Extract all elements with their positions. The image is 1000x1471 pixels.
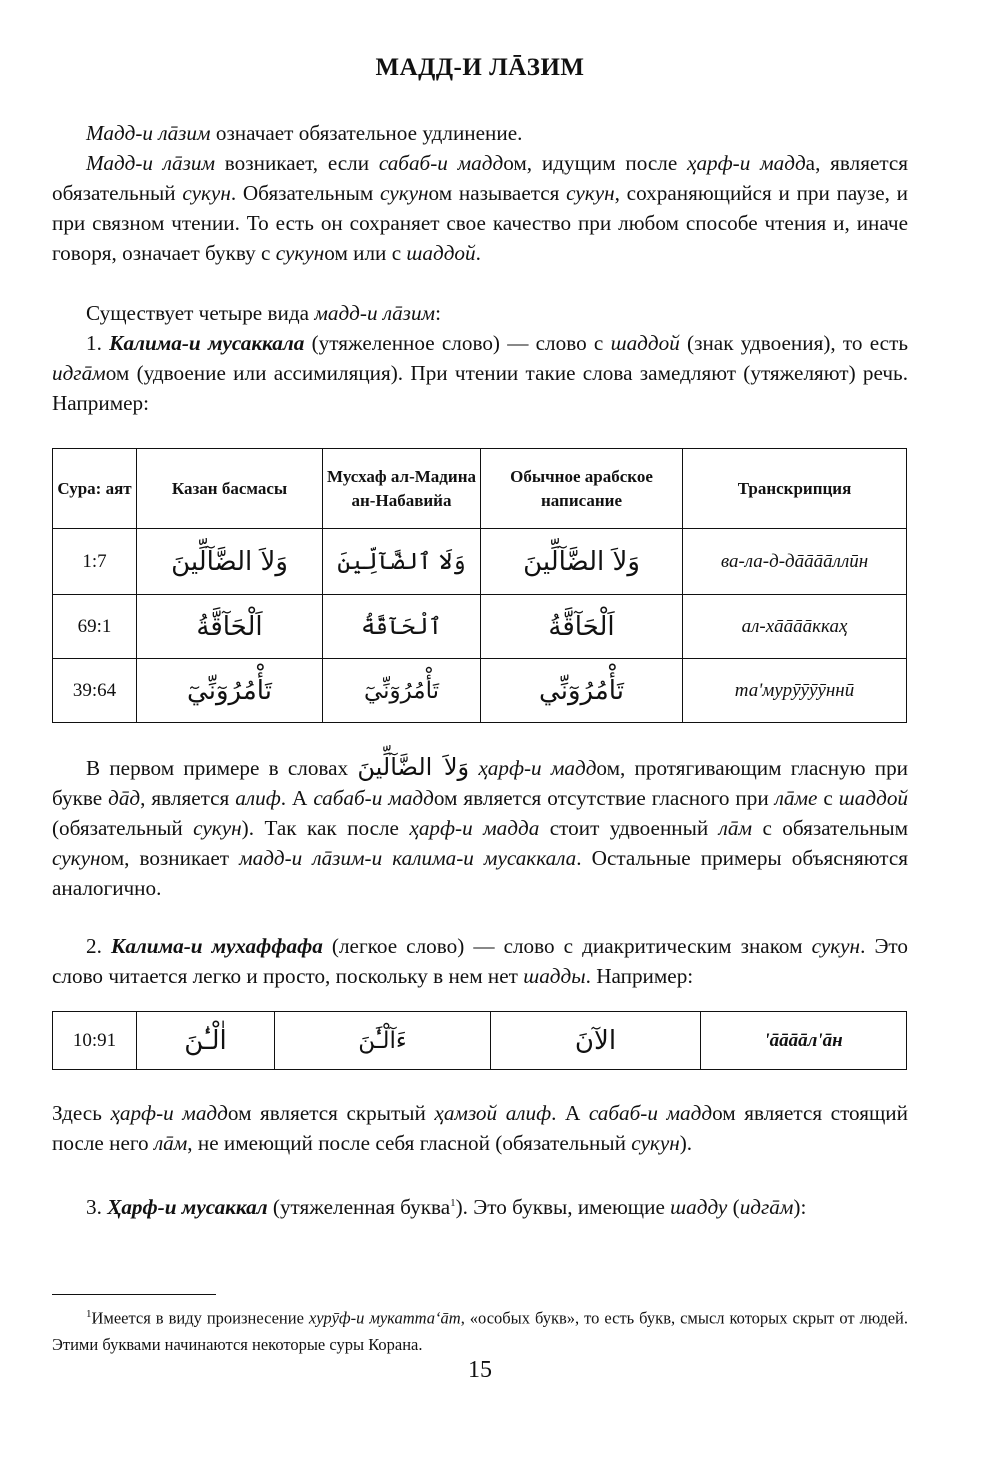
cell-mushaf: وَلَا ٱلضَّآلِّينَ	[323, 529, 481, 595]
table-header-row	[53, 449, 907, 529]
cell-mushaf: تَأْمُرُوٓنِّيٓ	[323, 659, 481, 723]
cell-common: وَلاَ الضَّآلِّينَ	[481, 529, 683, 595]
type1-paragraph: 1. Калима-и мусаккала (утяжеленное слово) — слово с шаддой (знак удвоения), то есть идгāмом (удвоение или ассимиляция). При чтении такие слова замедляют (утяжеляют) речь. Например:	[52, 331, 909, 415]
footnote-divider	[52, 1294, 216, 1295]
cell-ref: 1:7	[53, 529, 137, 595]
explanation-2-paragraph: Здесь ҳарф-и маддом является скрытый ҳамзой алиф. А сабаб-и маддом является стоящий после него лāм, не имеющий после себя гласной (обязательный сукун).	[52, 1101, 908, 1155]
type3-paragraph: 3. Ҳарф-и мусаккал (утяжеленная буква$^1$). Это буквы, имеющие шадду (идгāм):	[86, 1195, 807, 1220]
header-mushaf: Мусхаф ал-Мадина ан-Набавийа	[323, 449, 481, 529]
cell-kazan: تَأْمُرُوٓنِّيٓ	[137, 659, 323, 723]
type2-paragraph: 2. Калима-и мухаффафа (легкое слово) — слово с диакритическим знаком сукун. Это слово читается легко и просто, поскольку в нем нет шадды. Например:	[52, 934, 909, 988]
cell-ref: 39:64	[53, 659, 137, 723]
definition-paragraph: Мадд-и лāзим означает обязательное удлинение.	[86, 121, 523, 145]
header-kazan: Казан басмасы	[137, 449, 323, 529]
cell-kazan: اٰلْـٰٔنَ	[137, 1012, 275, 1070]
cell-transcription: та'мурӯӯӯӯннӣ	[683, 659, 907, 723]
cell-transcription: 'āāāāл'āн	[701, 1012, 907, 1070]
cell-mushaf: ٱلْحَآقَّةُ	[323, 595, 481, 659]
examples-table-2	[52, 1011, 907, 1070]
cell-ref: 69:1	[53, 595, 137, 659]
cell-transcription: ва-ла-д-дāāāāллӣн	[683, 529, 907, 595]
cell-kazan: وَلاَ الضَّآلِّينَ	[137, 529, 323, 595]
cell-common: الآنَ	[491, 1012, 701, 1070]
table-row	[53, 595, 907, 659]
cell-mushaf: ءَآلْـَٰٔنَ	[275, 1012, 491, 1070]
cell-kazan: اَلْحَآقَّةُ	[137, 595, 323, 659]
page-title: МАДД-И ЛĀЗИМ	[375, 54, 585, 81]
header-common: Обычное арабское написание	[481, 449, 683, 529]
cell-common: اَلْحَآقَّةُ	[481, 595, 683, 659]
cell-transcription: ал-хāāāāккаҳ	[683, 595, 907, 659]
table-row	[53, 1012, 907, 1070]
cell-ref: 10:91	[53, 1012, 137, 1070]
table-row	[53, 529, 907, 595]
page-number: 15	[468, 1357, 492, 1383]
header-transcription: Транскрипция	[683, 449, 907, 529]
types-intro-paragraph: Существует четыре вида мадд-и лāзим:	[86, 301, 441, 325]
cell-common: تَأْمُرُوٓنِّي	[481, 659, 683, 723]
intro-paragraph: Мадд-и лāзим возникает, если сабаб-и маддом, идущим после ҳарф-и мадда, является обязательный сукун. Обязательным сукуном называется сукун, сохраняющийся и при паузе, и при связном чтении. То есть он сохраняет свое качество при любом способе чтения и, иначе говоря, означает букву с сукуном или с шаддой.	[52, 151, 909, 265]
explanation-1-paragraph: В первом примере в словах وَلاَ الضَّآلِّينَ ҳарф-и маддом, протягивающим гласную при букве дāд, является алиф. А сабаб-и маддом является отсутствие гласного при лāме с шаддой (обязательный сукун). Так как после ҳарф-и мадда стоит удвоенный лāм с обязательным сукуном, возникает мадд-и лāзим-и калима-и мусаккала. Остальные примеры объясняются аналогично.	[52, 753, 909, 900]
examples-table-1	[52, 448, 907, 723]
header-sura: Сура: аят	[53, 449, 137, 529]
footnote: $^1$Имеется в виду произнесение хурӯф-и мукаттаʻāт, «особых букв», то есть букв, смысл которых скрыт от людей. Этими буквами начинаются некоторые суры Корана.	[52, 1308, 908, 1354]
table-row	[53, 659, 907, 723]
